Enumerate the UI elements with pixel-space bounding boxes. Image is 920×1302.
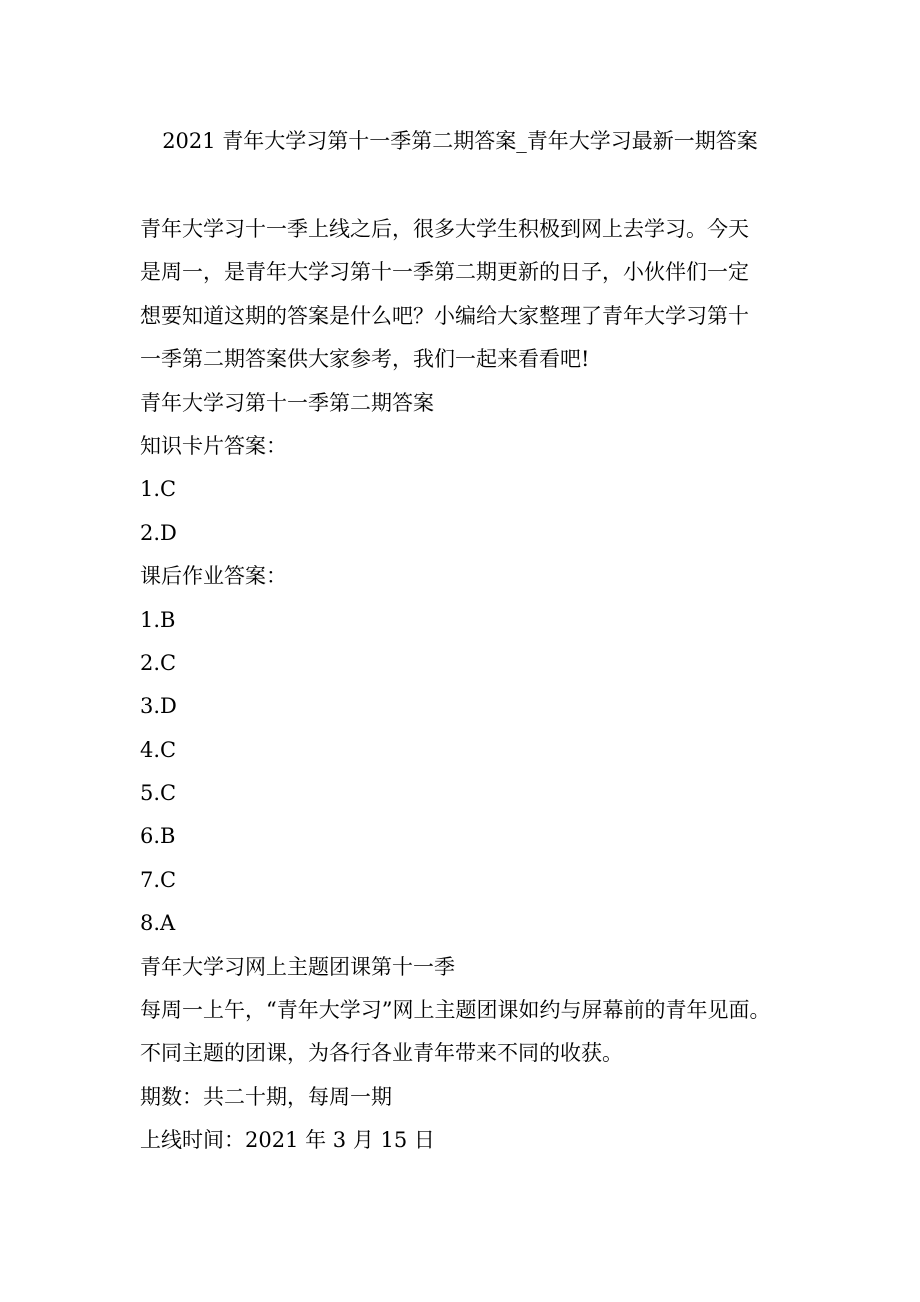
season-description-line: 不同主题的团课，为各行各业青年带来不同的收获。: [140, 1041, 623, 1066]
homework-answer: 7.C: [140, 867, 177, 892]
knowledge-card-label: 知识卡片答案：: [140, 433, 287, 458]
homework-answer: 2.C: [140, 650, 177, 675]
homework-answer: 8.A: [140, 911, 176, 936]
knowledge-card-answer: 1.C: [140, 477, 177, 502]
intro-line: 想要知道这期的答案是什么吧？小编给大家整理了青年大学习第十: [140, 303, 749, 328]
knowledge-card-answer: 2.D: [140, 520, 177, 545]
homework-answer: 3.D: [140, 694, 177, 719]
periods-info: 期数：共二十期，每周一期: [140, 1084, 392, 1109]
season-description-line: 每周一上午，“青年大学习”网上主题团课如约与屏幕前的青年见面。: [140, 998, 771, 1023]
document-body: [140, 214, 800, 1169]
section-heading: 青年大学习第十一季第二期答案: [140, 390, 434, 415]
intro-line: 青年大学习十一季上线之后，很多大学生积极到网上去学习。今天: [140, 217, 749, 241]
homework-answer: 4.C: [140, 737, 177, 762]
homework-label: 课后作业答案：: [140, 564, 287, 589]
season-heading: 青年大学习网上主题团课第十一季: [140, 954, 455, 979]
homework-answer: 6.B: [140, 824, 176, 849]
intro-line: 一季第二期答案供大家参考，我们一起来看看吧!: [140, 347, 590, 372]
document-title: 2021 青年大学习第十一季第二期答案_青年大学习最新一期答案: [162, 129, 758, 153]
homework-answer: 1.B: [140, 607, 176, 632]
intro-line: 是周一，是青年大学习第十一季第二期更新的日子，小伙伴们一定: [140, 260, 749, 285]
launch-time-info: 上线时间：2021 年 3 月 15 日: [140, 1128, 435, 1153]
homework-answer: 5.C: [140, 781, 177, 806]
